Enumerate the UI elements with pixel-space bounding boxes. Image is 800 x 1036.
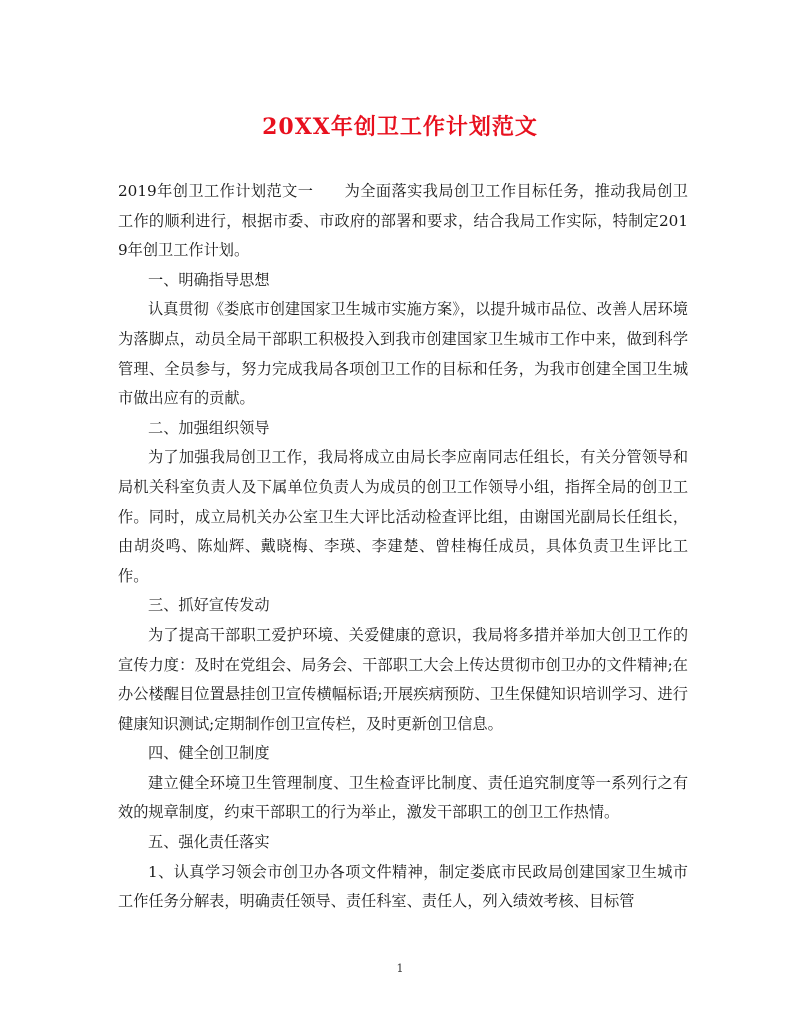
intro-paragraph: 2019年创卫工作计划范文一 为全面落实我局创卫工作目标任务，推动我局创卫工作的顺利进行，根据市委、市政府的部署和要求，结合我局工作实际，特制定2019年创卫工作计划。 <box>118 182 688 260</box>
section-body-5: 1、认真学习领会市创卫办各项文件精神，制定娄底市民政局创建国家卫生城市工作任务分解表，明确责任领导、责任科室、责任人，列入绩效考核、目标管 <box>118 862 688 911</box>
section-heading-1: 一、明确指导思想 <box>148 270 270 289</box>
section-heading-5: 五、强化责任落实 <box>148 833 270 852</box>
section-body-1: 认真贯彻《娄底市创建国家卫生城市实施方案》，以提升城市品位、改善人居环境为落脚点，动员全局干部职工积极投入到我市创建国家卫生城市工作中来，做到科学管理、全员参与，努力完成我局各项创卫工作的目标和任务，为我市创建全国卫生城市做出应有的贡献。 <box>118 300 688 408</box>
section-body-2: 为了加强我局创卫工作，我局将成立由局长李应南同志任组长，有关分管领导和局机关科室负责人及下属单位负责人为成员的创卫工作领导小组，指挥全局的创卫工作。同时，成立局机关办公室卫生大评比活动检查评比组，由谢国光副局长任组长，由胡炎鸣、陈灿辉、戴晓梅、李瑛、李建楚、曾桂梅任成员，具体负责卫生评比工作。 <box>118 448 688 585</box>
page-number: 1 <box>396 962 404 975</box>
document-title: 20XX年创卫工作计划范文 <box>262 114 538 140</box>
section-heading-2: 二、加强组织领导 <box>148 418 270 437</box>
section-heading-3: 三、抓好宣传发动 <box>148 596 270 615</box>
section-body-4: 建立健全环境卫生管理制度、卫生检查评比制度、责任追究制度等一系列行之有效的规章制度，约束干部职工的行为举止，激发干部职工的创卫工作热情。 <box>118 773 688 822</box>
document-body <box>118 177 688 917</box>
section-body-3: 为了提高干部职工爱护环境、关爱健康的意识，我局将多措并举加大创卫工作的宣传力度：及时在党组会、局务会、干部职工大会上传达贯彻市创卫办的文件精神;在办公楼醒目位置悬挂创卫宣传横幅标语;开展疾病预防、卫生保健知识培训学习、进行健康知识测试;定期制作创卫宣传栏，及时更新创卫信息。 <box>118 625 688 733</box>
section-heading-4: 四、健全创卫制度 <box>148 744 270 763</box>
